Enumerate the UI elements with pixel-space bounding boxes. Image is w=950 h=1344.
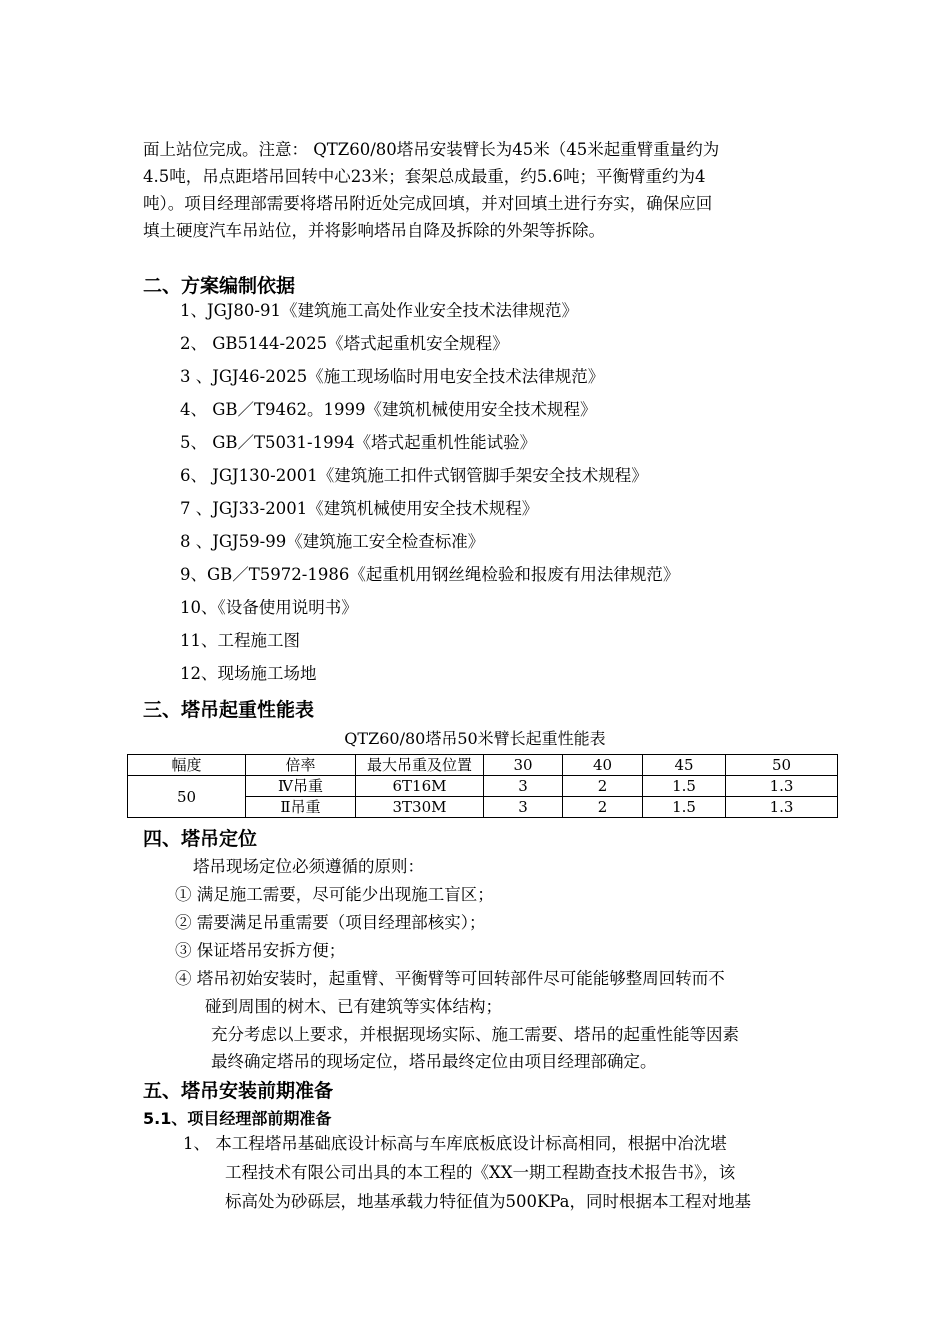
reference-item: 8 、JGJ59-99《建筑施工安全检查标准》 bbox=[180, 532, 485, 551]
reference-item: 11、工程施工图 bbox=[180, 631, 300, 650]
conclusion-line: 充分考虑以上要求，并根据现场实际、施工需要、塔吊的起重性能等因素 bbox=[211, 1025, 739, 1044]
table-cell: 2 bbox=[563, 776, 643, 797]
principle-item-continuation: 碰到周围的树木、已有建筑等实体结构； bbox=[205, 997, 502, 1016]
table-cell: 1.5 bbox=[643, 797, 726, 818]
table-caption: QTZ60/80塔吊50米臂长起重性能表 bbox=[344, 729, 606, 748]
reference-item: 7 、JGJ33-2001《建筑机械使用安全技术规程》 bbox=[180, 499, 539, 518]
intro-line: 填土硬度汽车吊站位，并将影响塔吊自降及拆除的外架等拆除。 bbox=[143, 221, 605, 240]
intro-line: 吨）。项目经理部需要将塔吊附近处完成回填，并对回填土进行夯实，确保应回 bbox=[143, 194, 713, 213]
table-header-cell: 45 bbox=[643, 755, 726, 776]
table-cell: 6T16M bbox=[356, 776, 484, 797]
lifting-performance-table bbox=[127, 754, 838, 818]
reference-item: 9、GB／T5972-1986《起重机用钢丝绳检验和报废有用法律规范》 bbox=[180, 565, 680, 584]
table-header-cell: 50 bbox=[726, 755, 838, 776]
reference-item: 5、 GB／T5031-1994《塔式起重机性能试验》 bbox=[180, 433, 537, 452]
section4-heading: 四、塔吊定位 bbox=[143, 828, 258, 850]
table-header-cell: 40 bbox=[563, 755, 643, 776]
reference-item: 6、 JGJ130-2001《建筑施工扣件式钢管脚手架安全技术规程》 bbox=[180, 466, 648, 485]
reference-item: 12、现场施工场地 bbox=[180, 664, 317, 683]
intro-line: 4.5吨，吊点距塔吊回转中心23米；套架总成最重，约5.6吨；平衡臂重约为4 bbox=[143, 167, 706, 186]
positioning-intro: 塔吊现场定位必须遵循的原则： bbox=[193, 857, 424, 876]
table-cell: 1.3 bbox=[726, 797, 838, 818]
table-header-cell: 最大吊重及位置 bbox=[356, 755, 484, 776]
preparation-line: 工程技术有限公司出具的本工程的《XX一期工程勘查技术报告书》，该 bbox=[225, 1163, 736, 1182]
table-header-row bbox=[128, 755, 838, 776]
table-cell: 2 bbox=[563, 797, 643, 818]
section3-heading: 三、塔吊起重性能表 bbox=[143, 699, 315, 721]
preparation-item bbox=[183, 1129, 751, 1216]
principle-item: ② 需要满足吊重需要（项目经理部核实）； bbox=[175, 913, 486, 932]
table-header-cell: 30 bbox=[484, 755, 563, 776]
reference-item: 10、《设备使用说明书》 bbox=[180, 598, 358, 617]
table-cell: 3 bbox=[484, 797, 563, 818]
table-header-cell: 幅度 bbox=[128, 755, 246, 776]
preparation-line: 标高处为砂砾层，地基承载力特征值为500KPa，同时根据本工程对地基 bbox=[225, 1192, 752, 1211]
conclusion-line: 最终确定塔吊的现场定位，塔吊最终定位由项目经理部确定。 bbox=[211, 1052, 657, 1071]
table-cell: 1.3 bbox=[726, 776, 838, 797]
intro-paragraph bbox=[143, 136, 833, 244]
table-cell: 3T30M bbox=[356, 797, 484, 818]
reference-item: 3 、JGJ46-2025《施工现场临时用电安全技术法律规范》 bbox=[180, 367, 605, 386]
table-cell: 3 bbox=[484, 776, 563, 797]
table-header-cell: 倍率 bbox=[246, 755, 356, 776]
table-cell: 1.5 bbox=[643, 776, 726, 797]
principle-item: ④ 塔吊初始安装时，起重臂、平衡臂等可回转部件尽可能能够整周回转而不 bbox=[175, 969, 725, 988]
amplitude-cell: 50 bbox=[128, 776, 246, 818]
section2-heading: 二、方案编制依据 bbox=[143, 275, 296, 297]
preparation-line: 1、 本工程塔吊基础底设计标高与车库底板底设计标高相同，根据中冶沈堪 bbox=[183, 1134, 727, 1153]
reference-item: 1、JGJ80-91《建筑施工高处作业安全技术法律规范》 bbox=[180, 301, 578, 320]
principle-item: ① 满足施工需要，尽可能少出现施工盲区； bbox=[175, 885, 494, 904]
intro-line: 面上站位完成。注意： QTZ60/80塔吊安装臂长为45米（45米起重臂重量约为 bbox=[143, 140, 720, 159]
table-row bbox=[128, 776, 838, 797]
section5-heading: 五、塔吊安装前期准备 bbox=[143, 1080, 334, 1102]
principle-item: ③ 保证塔吊安拆方便； bbox=[175, 941, 346, 960]
reference-item: 2、 GB5144-2025《塔式起重机安全规程》 bbox=[180, 334, 509, 353]
reference-list bbox=[180, 299, 679, 695]
table-cell: Ⅳ吊重 bbox=[246, 776, 356, 797]
table-cell: Ⅱ吊重 bbox=[246, 797, 356, 818]
reference-item: 4、 GB／T9462。1999《建筑机械使用安全技术规程》 bbox=[180, 400, 597, 419]
section5-subheading: 5.1、项目经理部前期准备 bbox=[143, 1109, 332, 1128]
